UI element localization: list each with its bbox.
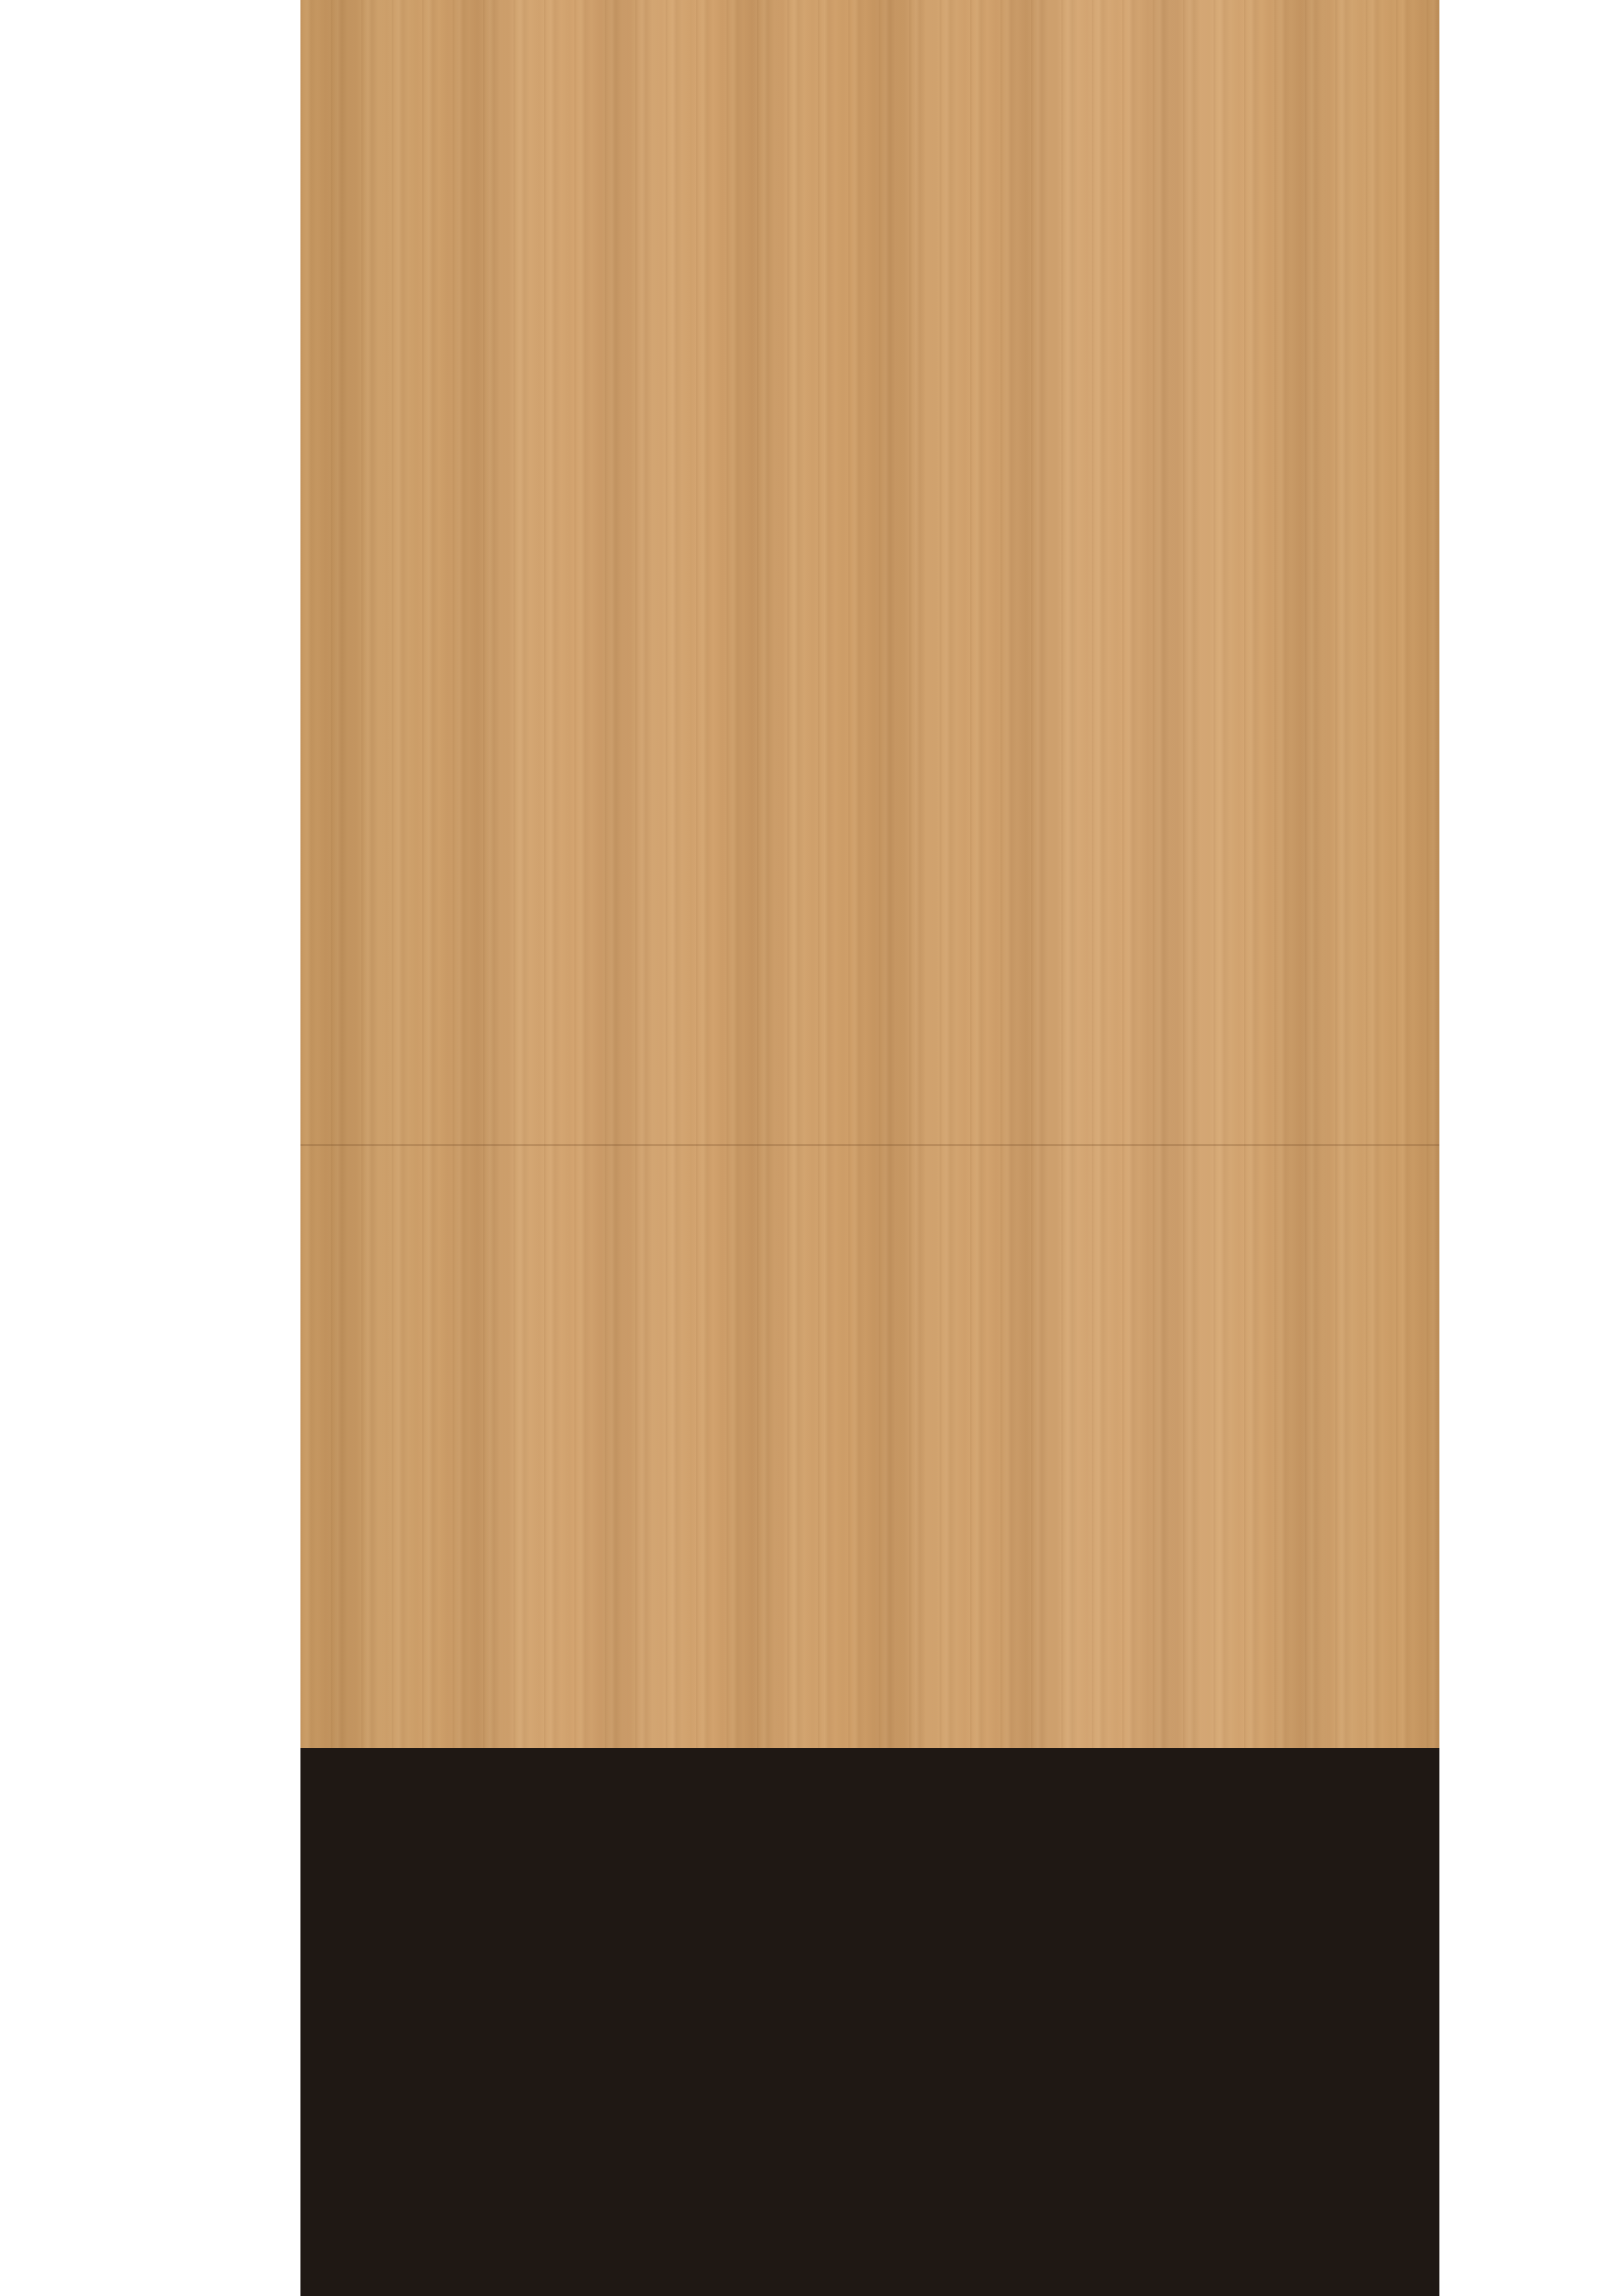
memoriam-panel [300, 1748, 1439, 2296]
page-number [201, 1120, 231, 1178]
text-column-chopin [388, 393, 1311, 923]
